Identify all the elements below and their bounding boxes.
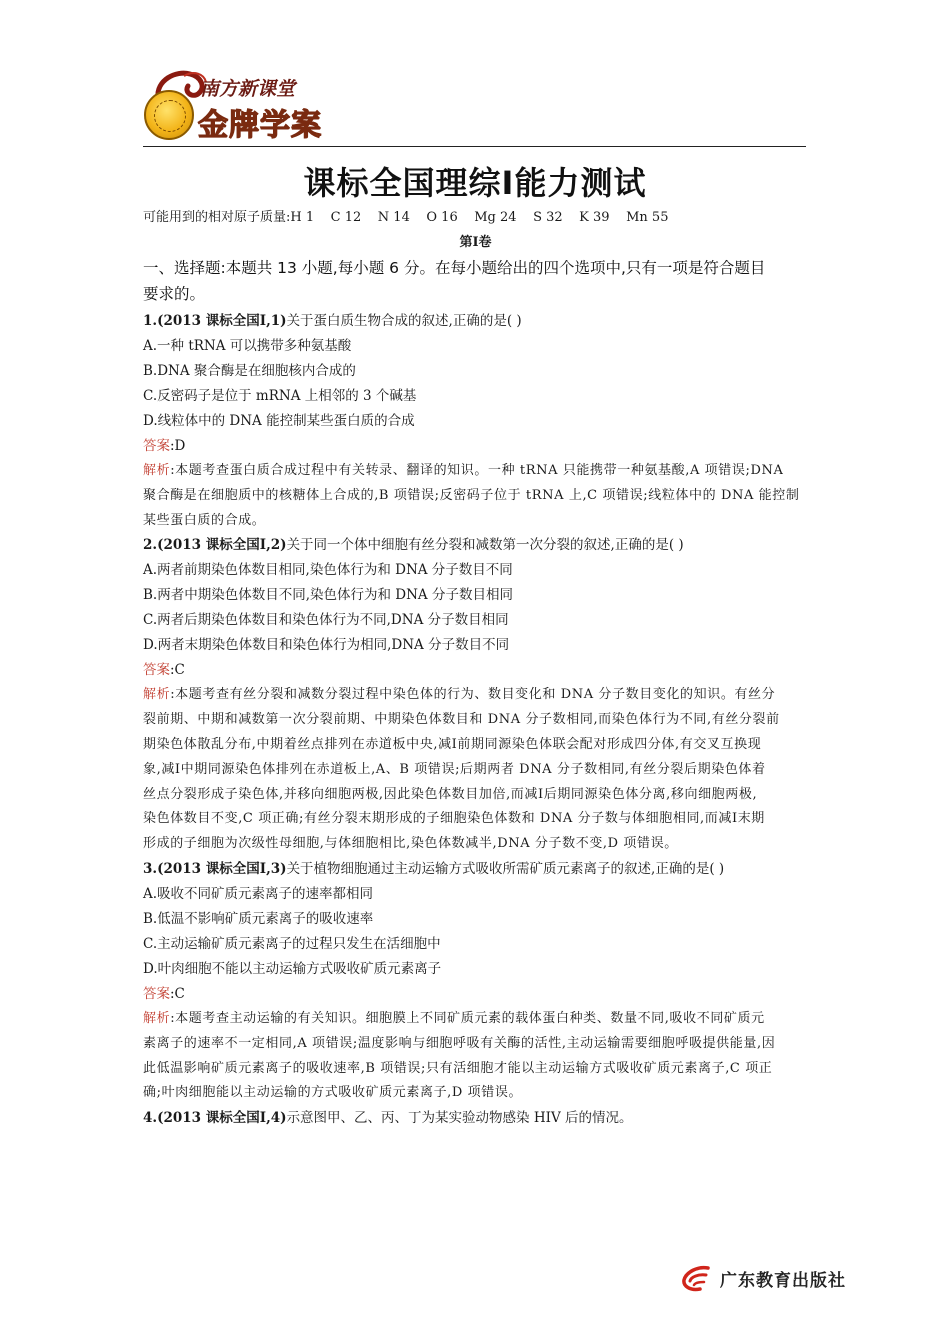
question-number: 4.(2013 课标全国Ⅰ,4) [143,1110,287,1127]
option: A.吸收不同矿质元素离子的速率都相同 [143,885,374,902]
explanation [143,683,808,857]
explanation-line: 象,减Ⅰ中期同源染色体排列在赤道板上,A、B 项错误;后期两者 DNA 分子数相同,有丝分裂后期染色体着 [143,761,766,777]
explanation-label: 解析 [143,463,171,478]
question-stem [143,309,808,334]
publisher-name: 广东教育出版社 [720,1271,846,1291]
emblem-seal-icon [144,90,194,140]
option: C.反密码子是位于 mRNA 上相邻的 3 个碱基 [143,388,417,404]
explanation [143,1007,808,1106]
explanation [143,459,808,533]
answer [143,982,808,1007]
question-3 [143,857,808,1106]
volume-label: 第Ⅰ卷 [459,235,492,250]
explanation-line: :本题考查蛋白质合成过程中有关转录、翻译的知识。一种 tRNA 只能携带一种氨基酸,A 项错误;DNA [170,463,784,478]
answer-value: :D [170,438,186,454]
explanation-label: 解析 [143,687,171,703]
explanation-line: :本题考查有丝分裂和减数分裂过程中染色体的行为、数目变化和 DNA 分子数目变化的知识。有丝分 [170,687,776,703]
explanation-line: 裂前期、中期和减数第一次分裂前期、中期染色体数目和 DNA 分子数相同,而染色体行为不同,有丝分裂前 [143,712,780,728]
logo-top-text: 南方新课堂 [200,78,296,100]
explanation-line: 期染色体散乱分布,中期着丝点排列在赤道板中央,减Ⅰ前期同源染色体联会配对形成四分体,有交叉互换现 [143,736,762,752]
option: D.叶肉细胞不能以主动运输方式吸收矿质元素离子 [143,960,442,977]
option: B.DNA 聚合酶是在细胞核内合成的 [143,363,356,379]
answer-label: 答案 [143,438,170,454]
answer [143,658,808,683]
question-stem [143,533,808,558]
option: C.两者后期染色体数目和染色体行为不同,DNA 分子数目相同 [143,612,509,629]
section-heading-line: 要求的。 [143,285,206,303]
publisher-logo-icon [680,1264,714,1294]
question-text: 示意图甲、乙、丙、丁为某实验动物感染 HIV 后的情况。 [286,1110,633,1127]
question-number: 2.(2013 课标全国Ⅰ,2) [143,537,287,554]
option: C.主动运输矿质元素离子的过程只发生在活细胞中 [143,935,441,952]
explanation-line: 染色体数目不变,C 项正确;有丝分裂末期形成的子细胞染色体数和 DNA 分子数与体细胞相同,而减Ⅰ末期 [143,811,765,827]
option: D.线粒体中的 DNA 能控制某些蛋白质的合成 [143,413,415,429]
document-body [143,205,808,1131]
explanation-line: 形成的子细胞为次级性母细胞,与体细胞相比,染色体数减半,DNA 分子数不变,D 项错误。 [143,836,678,852]
explanation-line: 丝点分裂形成子染色体,并移向细胞两极,因此染色体数目加倍,而减Ⅰ后期同源染色体分离,移向细胞两极, [143,786,758,802]
explanation-line: :本题考查主动运输的有关知识。细胞膜上不同矿质元素的载体蛋白种类、数量不同,吸收不同矿质元 [170,1010,765,1026]
question-1 [143,309,808,533]
option: B.低温不影响矿质元素离子的吸收速率 [143,910,374,927]
question-number: 3.(2013 课标全国Ⅰ,3) [143,860,287,877]
question-text: 关于植物细胞通过主动运输方式吸收所需矿质元素离子的叙述,正确的是( ) [286,860,725,877]
option: D.两者末期染色体数目和染色体行为相同,DNA 分子数目不同 [143,637,510,654]
question-4 [143,1106,808,1131]
option: B.两者中期染色体数目不同,染色体行为和 DNA 分子数目相同 [143,587,513,604]
answer-value: :C [170,985,185,1002]
answer-label: 答案 [143,985,170,1002]
question-stem [143,857,808,882]
explanation-line: 聚合酶是在细胞质中的核糖体上合成的,B 项错误;反密码子位于 tRNA 上,C 项错误;线粒体中的 DNA 能控制 [143,487,800,503]
header-divider [143,146,806,147]
question-2 [143,533,808,857]
explanation-line: 某些蛋白质的合成。 [143,512,266,528]
explanation-line: 确;叶肉细胞能以主动运输的方式吸收矿质元素离子,D 项错误。 [143,1085,523,1101]
explanation-line: 素离子的速率不一定相同,A 项错误;温度影响与细胞呼吸有关酶的活性,主动运输需要细胞呼吸提供能量,因 [143,1035,776,1051]
logo-main-text: 金牌学案 [198,108,322,143]
section-heading-line: 一、选择题:本题共 13 小题,每小题 6 分。在每小题给出的四个选项中,只有一项是符合题目 [143,259,766,277]
answer-value: :C [170,662,185,679]
explanation-line: 此低温影响矿质元素离子的吸收速率,B 项错误;只有活细胞才能以主动运输方式吸收矿质元素离子,C 项正 [143,1060,773,1076]
question-text: 关于同一个体中细胞有丝分裂和减数第一次分裂的叙述,正确的是( ) [286,537,684,554]
section-heading [143,255,808,307]
publisher-mark [680,1262,870,1296]
answer [143,434,808,459]
question-number: 1.(2013 课标全国Ⅰ,1) [143,313,287,329]
option: A.一种 tRNA 可以携带多种氨基酸 [143,338,352,354]
option: A.两者前期染色体数目相同,染色体行为和 DNA 分子数目不同 [143,562,513,579]
explanation-label: 解析 [143,1010,171,1026]
brand-logo [140,68,350,146]
page-title: 课标全国理综Ⅰ能力测试 [303,164,647,202]
question-text: 关于蛋白质生物合成的叙述,正确的是( ) [286,313,522,329]
atomic-masses: 可能用到的相对原子质量:H 1 C 12 N 14 O 16 Mg 24 S 32 K 39 Mn 55 [143,210,669,225]
answer-label: 答案 [143,662,170,679]
